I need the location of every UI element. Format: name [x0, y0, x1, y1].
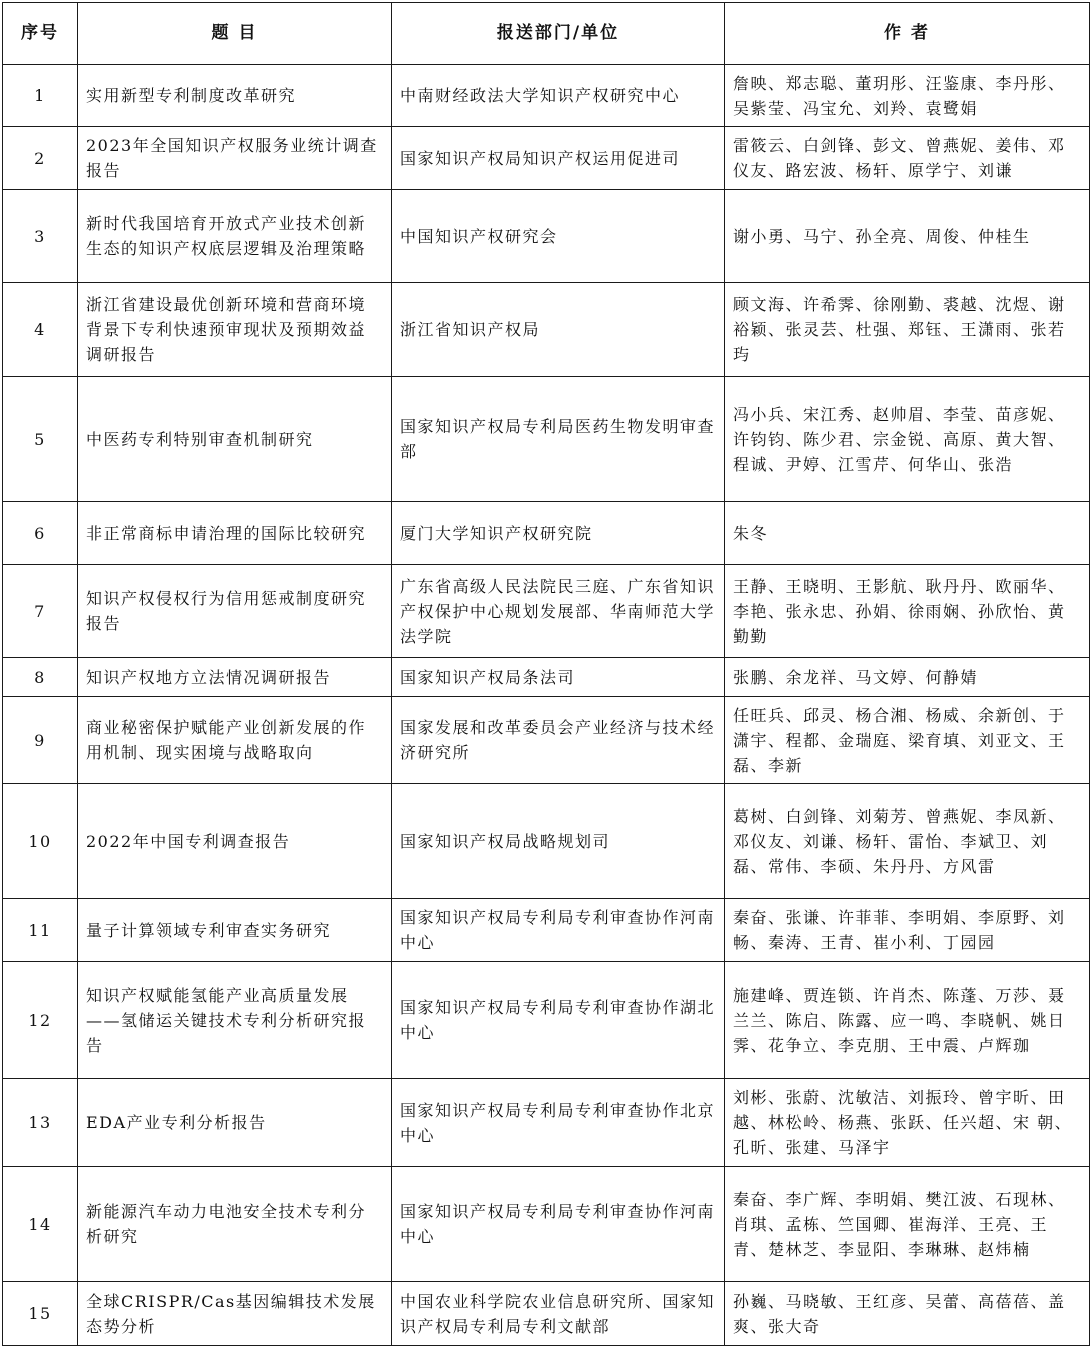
row-number: 5 — [3, 377, 78, 502]
row-title: 新时代我国培育开放式产业技术创新生态的知识产权底层逻辑及治理策略 — [78, 190, 392, 283]
row-title: 2022年中国专利调查报告 — [78, 784, 392, 899]
row-authors: 谢小勇、马宁、孙全亮、周俊、仲桂生 — [725, 190, 1090, 283]
row-unit: 国家知识产权局战略规划司 — [392, 784, 725, 899]
header-title: 题 目 — [78, 3, 392, 65]
table-row — [3, 697, 1090, 784]
table-row — [3, 962, 1090, 1079]
row-number: 12 — [3, 962, 78, 1079]
table-row — [3, 190, 1090, 283]
row-unit: 国家知识产权局专利局医药生物发明审查部 — [392, 377, 725, 502]
row-authors: 冯小兵、宋江秀、赵帅眉、李莹、苗彦妮、许钧钧、陈少君、宗金锐、高原、黄大智、程诚、尹婷、江雪芹、何华山、张浩 — [725, 377, 1090, 502]
row-unit: 国家知识产权局专利局专利审查协作河南中心 — [392, 899, 725, 962]
row-number: 7 — [3, 565, 78, 658]
row-authors: 詹映、郑志聪、董玥彤、汪鉴康、李丹彤、吴紫莹、冯宝允、刘羚、袁鹭娟 — [725, 65, 1090, 127]
row-number: 10 — [3, 784, 78, 899]
table-row — [3, 377, 1090, 502]
row-unit: 国家知识产权局专利局专利审查协作北京中心 — [392, 1079, 725, 1167]
table-row — [3, 1167, 1090, 1282]
table-row — [3, 1282, 1090, 1346]
row-unit: 国家知识产权局专利局专利审查协作湖北中心 — [392, 962, 725, 1079]
row-authors: 刘彬、张蔚、沈敏洁、刘振玲、曾宇昕、田 越、林松岭、杨燕、张跃、任兴超、宋 朝、孔昕、张建、马泽宇 — [725, 1079, 1090, 1167]
row-authors: 秦奋、张谦、许菲菲、李明娟、李原野、刘畅、秦涛、王青、崔小利、丁园园 — [725, 899, 1090, 962]
row-number: 6 — [3, 502, 78, 565]
table-row — [3, 899, 1090, 962]
row-unit: 中南财经政法大学知识产权研究中心 — [392, 65, 725, 127]
row-authors: 任旺兵、邱灵、杨合湘、杨威、余新创、于潇宇、程都、金瑞庭、梁育填、刘亚文、王磊、李新 — [725, 697, 1090, 784]
row-title: 实用新型专利制度改革研究 — [78, 65, 392, 127]
row-number: 11 — [3, 899, 78, 962]
row-unit: 中国农业科学院农业信息研究所、国家知识产权局专利局专利文献部 — [392, 1282, 725, 1346]
row-authors: 王静、王晓明、王影航、耿丹丹、欧丽华、李艳、张永忠、孙娟、徐雨娴、孙欣怡、黄勤勤 — [725, 565, 1090, 658]
row-unit: 国家知识产权局条法司 — [392, 658, 725, 697]
header-authors: 作 者 — [725, 3, 1090, 65]
row-title: 商业秘密保护赋能产业创新发展的作用机制、现实困境与战略取向 — [78, 697, 392, 784]
row-authors: 葛树、白剑锋、刘菊芳、曾燕妮、李凤新、邓仪友、刘谦、杨轩、雷怡、李斌卫、刘磊、常伟、李硕、朱丹丹、方风雷 — [725, 784, 1090, 899]
row-number: 9 — [3, 697, 78, 784]
table-row — [3, 658, 1090, 697]
row-title: EDA产业专利分析报告 — [78, 1079, 392, 1167]
row-number: 2 — [3, 127, 78, 190]
row-number: 15 — [3, 1282, 78, 1346]
row-authors: 朱冬 — [725, 502, 1090, 565]
row-title: 知识产权赋能氢能产业高质量发展——氢储运关键技术专利分析研究报告 — [78, 962, 392, 1079]
row-title: 非正常商标申请治理的国际比较研究 — [78, 502, 392, 565]
row-number: 4 — [3, 283, 78, 377]
table-row — [3, 502, 1090, 565]
row-authors: 雷筱云、白剑锋、彭文、曾燕妮、姜伟、邓仪友、路宏波、杨轩、原学宁、刘谦 — [725, 127, 1090, 190]
header-unit: 报送部门/单位 — [392, 3, 725, 65]
row-title: 浙江省建设最优创新环境和营商环境背景下专利快速预审现状及预期效益调研报告 — [78, 283, 392, 377]
row-number: 3 — [3, 190, 78, 283]
row-authors: 施建峰、贾连锁、许肖杰、陈蓬、万莎、聂兰兰、陈启、陈露、应一鸣、李晓帆、姚日霁、花争立、李克朋、王中震、卢辉珈 — [725, 962, 1090, 1079]
row-number: 8 — [3, 658, 78, 697]
row-unit: 国家知识产权局知识产权运用促进司 — [392, 127, 725, 190]
row-title: 量子计算领域专利审查实务研究 — [78, 899, 392, 962]
row-number: 1 — [3, 65, 78, 127]
row-title: 2023年全国知识产权服务业统计调查报告 — [78, 127, 392, 190]
row-unit: 厦门大学知识产权研究院 — [392, 502, 725, 565]
table-row — [3, 1079, 1090, 1167]
row-authors: 张鹏、余龙祥、马文婷、何静婧 — [725, 658, 1090, 697]
table-row — [3, 565, 1090, 658]
row-unit: 浙江省知识产权局 — [392, 283, 725, 377]
row-authors: 秦奋、李广辉、李明娟、樊江波、石现林、肖琪、孟栋、竺国卿、崔海洋、王亮、王青、楚林芝、李显阳、李琳琳、赵炜楠 — [725, 1167, 1090, 1282]
row-authors: 顾文海、许希霁、徐刚勤、裘越、沈煜、谢裕颖、张灵芸、杜强、郑钰、王潇雨、张若玙 — [725, 283, 1090, 377]
row-authors: 孙巍、马晓敏、王红彦、吴蕾、高蓓蓓、盖爽、张大奇 — [725, 1282, 1090, 1346]
row-title: 新能源汽车动力电池安全技术专利分析研究 — [78, 1167, 392, 1282]
table-row — [3, 65, 1090, 127]
table-row — [3, 283, 1090, 377]
row-unit: 国家知识产权局专利局专利审查协作河南中心 — [392, 1167, 725, 1282]
row-unit: 国家发展和改革委员会产业经济与技术经济研究所 — [392, 697, 725, 784]
row-unit: 中国知识产权研究会 — [392, 190, 725, 283]
row-title: 中医药专利特别审查机制研究 — [78, 377, 392, 502]
header-serial-number: 序号 — [3, 3, 78, 65]
row-title: 知识产权地方立法情况调研报告 — [78, 658, 392, 697]
report-table — [2, 2, 1090, 1346]
table-row — [3, 127, 1090, 190]
table-header-row — [3, 3, 1090, 65]
table-row — [3, 784, 1090, 899]
row-number: 13 — [3, 1079, 78, 1167]
row-title: 全球CRISPR/Cas基因编辑技术发展态势分析 — [78, 1282, 392, 1346]
row-title: 知识产权侵权行为信用惩戒制度研究报告 — [78, 565, 392, 658]
row-number: 14 — [3, 1167, 78, 1282]
row-unit: 广东省高级人民法院民三庭、广东省知识产权保护中心规划发展部、华南师范大学法学院 — [392, 565, 725, 658]
